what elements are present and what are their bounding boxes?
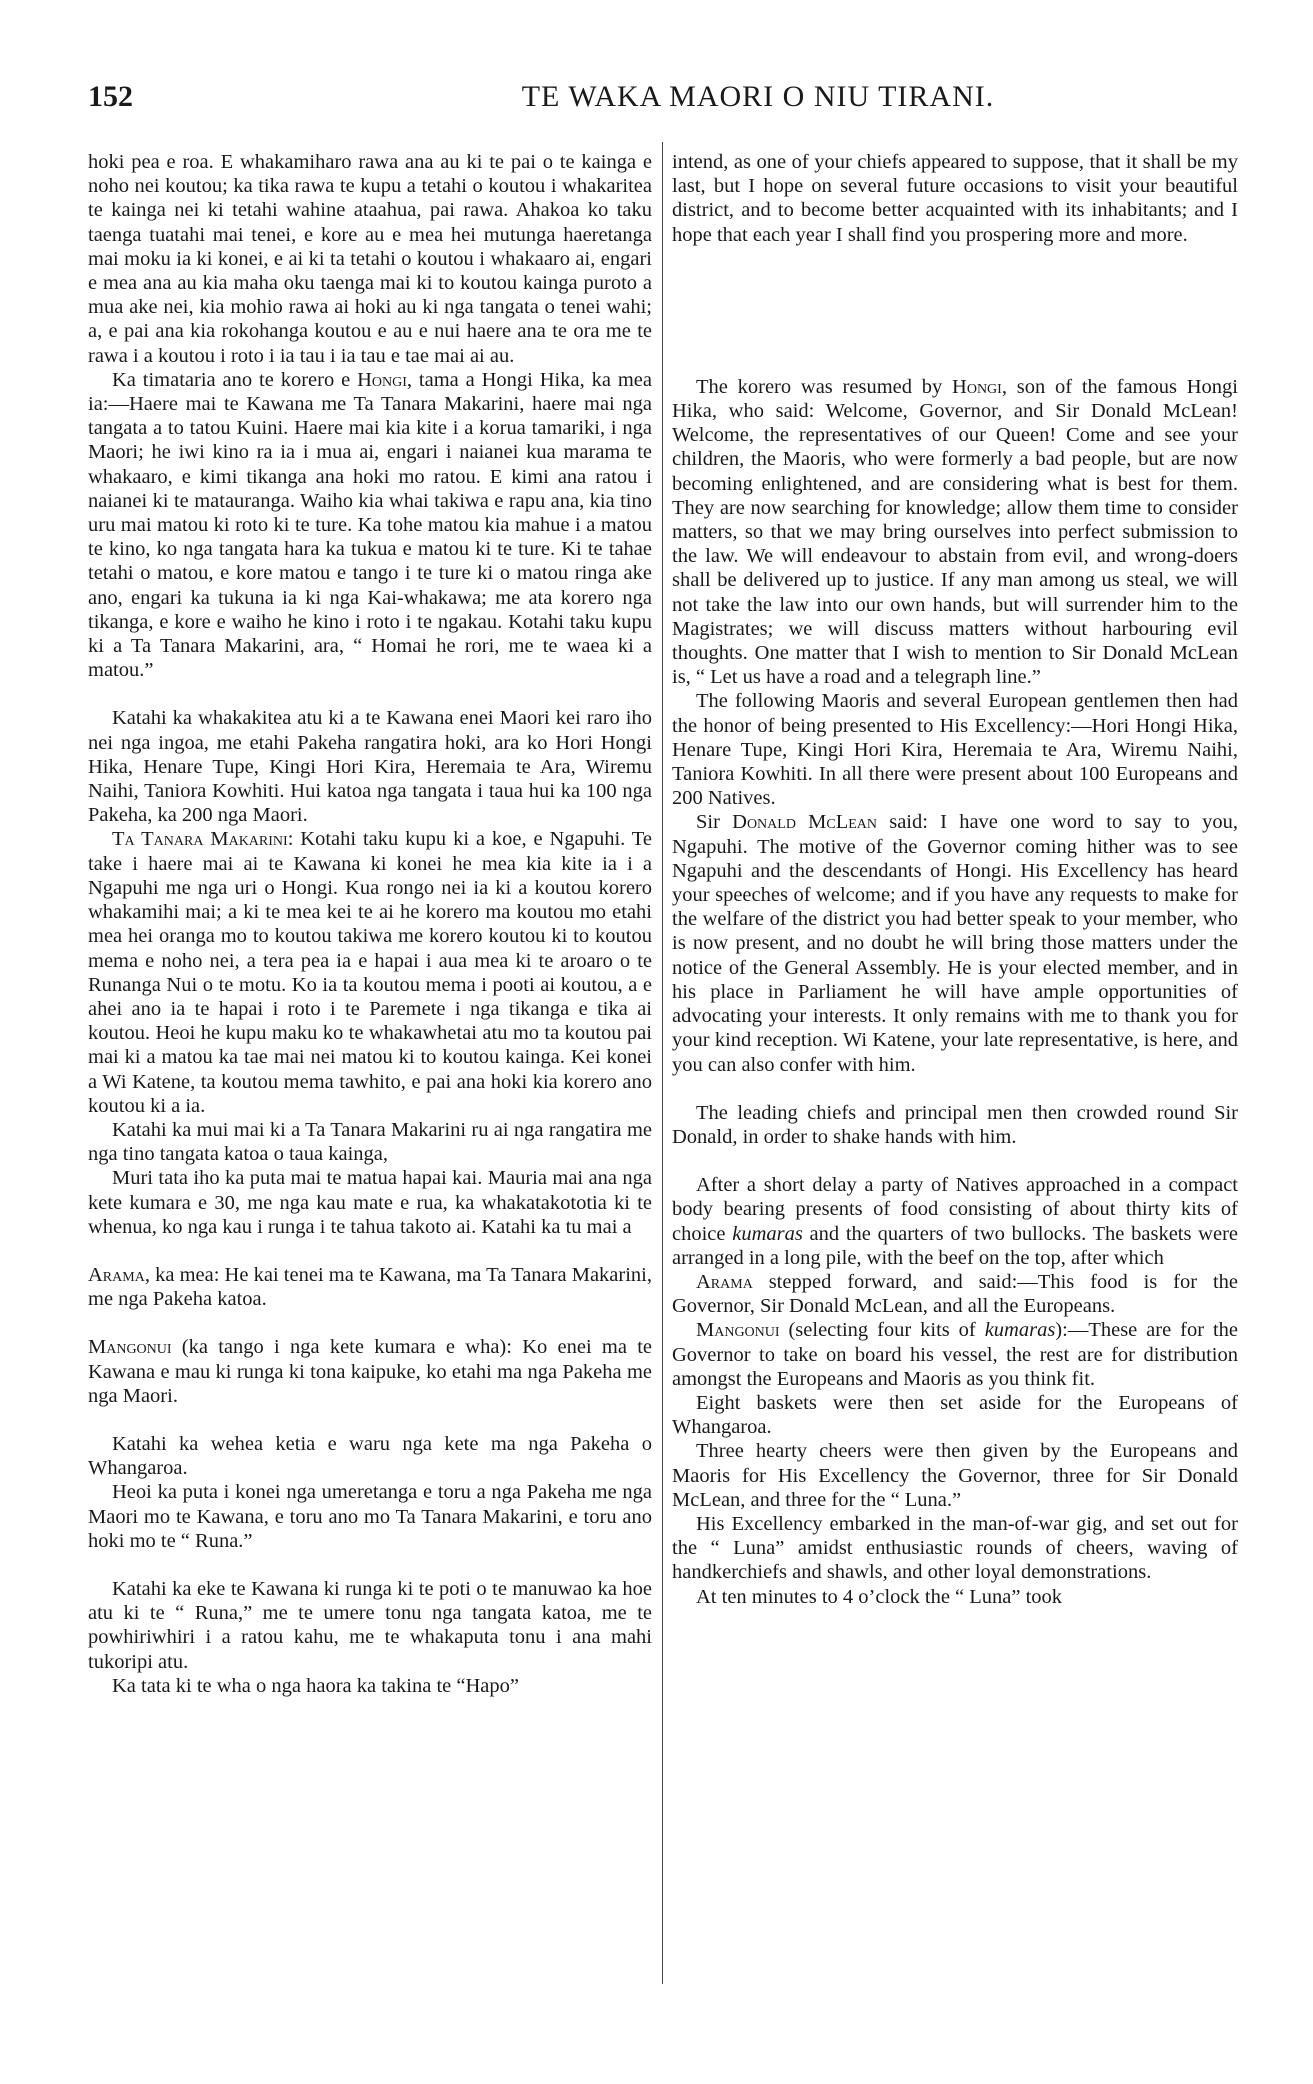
page-number: 152 [88,80,133,113]
paragraph: Katahi ka eke te Kawana ki runga ki te poti o te manuwao ka hoe atu ki te “ Runa,” me te umere tonu nga tangata katoa, me te powhiriwhiri i a ratou kahu, me te whakaputa tonu i ana mahi tukoripi atu. [88,1577,652,1673]
text: , ka mea: He kai tenei ma te Kawana, ma Ta Tanara Makarini, me nga Pakeha katoa. [88,1263,652,1311]
text: and the quarters of two bullocks. The baskets were arranged in a long pile, with the beef on the top, after which [672,1222,1239,1269]
paragraph: Katahi ka whakakitea atu ki a te Kawana enei Maori kei raro iho nei nga ingoa, me etahi Pakeha rangatira hoki, ara ko Hori Hongi Hika, Henare Tupe, Kingi Hori Kira, Heremaia te Ara, Wiremu Naihi, Taniora Kowhiti. Hui katoa nga tangata i taua hui ka 100 nga Pakeha, ka 200 nga Maori. [88,707,652,827]
column-divider [662,142,663,1984]
text: said: I have one word to say to you, Ngapuhi. The motive of the Governor coming hither was to see Ngapuhi and the descendants of Hongi. His Excellency has heard your speeches of welcome; and if you have any requests to make for the welfare of the district you had better speak to your member, who is now present, and no doubt he will bring those matters under the notice of the General Assembly. He is your elected member, and in his place in Parliament he will have ample opportunities of advocating your interests. It only remains with me to thank you for your kind reception. Wi Katene, your late representative, is here, and you can also confer with him. [672,811,1238,1076]
italic-word: kumaras [732,1222,803,1245]
text: The korero was resumed by [696,375,953,398]
paragraph: Eight baskets were then set aside for the Europeans of Whangaroa. [672,1391,1238,1439]
maori-column [88,150,652,1698]
english-column [672,150,1238,1609]
paragraph [672,1270,1238,1318]
speaker-name: Arama [696,1270,753,1293]
paragraph [672,1173,1238,1270]
paragraph: intend, as one of your chiefs appeared to suppose, that it shall be my last, but I hope on several future occasions to visit your beautiful district, and to become better acquainted with its inhabitants; and I hope that each year I shall find you prospering more and more. [672,151,1238,246]
text: , son of the famous Hongi Hika, who said: Welcome, Governor, and Sir Donald McLean! Welcome, the representatives of our Queen! Come and see your children, the Maoris, who were formerly a bad people, but are now becoming enlightened, and are considering what is best for them. They are now searching for knowledge; allow them time to consider matters, so that we may bring ourselves into perfect submission to the law. We will endeavour to abstain from evil, and wrong-doers shall be delivered up to justice. If any man among us steal, we will not take the law into our own hands, but will surrender him to the Magistrates; we will discuss matters without harbouring evil thoughts. One matter that I wish to mention to Sir Donald McLean is, “ Let us have a road and a telegraph line.” [672,375,1238,689]
speaker-name: Hongi [952,375,1002,398]
paragraph [672,375,1238,690]
text: stepped forward, and said:—This food is for the Governor, Sir Donald McLean, and all the Europeans. [672,1270,1238,1318]
paragraph: His Excellency embarked in the man-of-war gig, and set out for the “ Luna” amidst enthusiastic rounds of cheers, waving of handkerchiefs and shawls, and other loyal demonstrations. [672,1512,1238,1584]
paragraph: The leading chiefs and principal men then crowded round Sir Donald, in order to shake hands with him. [672,1101,1238,1148]
text: ):—These are for the Governor to take on board his vessel, the rest are for distribution amongst the Europeans and Maoris as you think fit. [672,1319,1238,1390]
italic-word: kumaras [984,1319,1056,1342]
text: , tama a Hongi Hika, ka mea ia:—Haere mai te Kawana me Ta Tanara Makarini, haere mai nga tangata a to tatou Kuini. Haere mai kia kite i a korua tamariki, i nga Maori; he iwi kino ra ia i mua ai, engari i naianei kua marama te whakaaro, e kimi tikanga ana hoki mo ratou. E kimi ana ratou i naianei ki te matauranga. Waiho kia whai takiwa e rapu ana, kia tino uru mai matou ki roto ki te ture. Ka tohe matou kia mahue i a matou te kino, ko nga tangata hara ka tukua e matou ki te ture. Ki te tahae tetahi o matou, e kore matou e tango i te ture ki o matou ringa ake ano, engari ka tukuna ia ki nga Kai-whakawa; me ata korero nga tikanga, e kore e waiho he kino i roto i te ngakau. Kotahi taku kupu ki a Ta Tanara Makarini, ara, “ Homai he rori, me te waea ki a matou.” [88,368,652,682]
paragraph: Katahi ka mui mai ki a Ta Tanara Makarini ru ai nga rangatira me nga tino tangata katoa o taua kainga, [88,1118,652,1166]
paragraph [672,810,1238,1076]
paragraph: Heoi ka puta i konei nga umeretanga e toru a nga Pakeha me nga Maori mo te Kawana, e toru ano mo Ta Tanara Makarini, e toru ano hoki mo te “ Runa.” [88,1481,652,1552]
paragraph: Muri tata iho ka puta mai te matua hapai kai. Mauria mai ana nga kete kumara e 30, me nga kau mate e rua, ka whakatakototia ki te whenua, ko nga kau i runga i te tahua takoto ai. Katahi ka tu mai a [88,1167,652,1238]
paragraph: At ten minutes to 4 o’clock the “ Luna” took [696,1585,1063,1608]
paragraph [88,1335,652,1408]
paragraph: The following Maoris and several European gentlemen then had the honor of being presented to His Excellency:—Hori Hongi Hika, Henare Tupe, Kingi Hori Kira, Heremaia te Ara, Wiremu Naihi, Taniora Kowhiti. In all there were present about 100 Europeans and 200 Natives. [672,690,1238,810]
paragraph [88,827,652,1117]
running-title: TE WAKA MAORI O NIU TIRANI. [521,80,995,113]
speaker-name: Hongi [357,368,407,391]
text: Sir [696,811,733,834]
text: After a short delay a party of Natives approached in a compact body bearing presents of food consisting of about thirty kits of choice [672,1174,1238,1245]
paragraph: hoki pea e roa. E whakamiharo rawa ana au ki te pai o te kainga e noho nei koutou; ka tika rawa te kupu a tetahi o koutou i whakaritea te kainga nei ki tetahi wahine ataahua, pai rawa. Ahakoa ko taku taenga tuatahi mai tenei, e kore au e mea hei mutunga haeretanga mai moku ia ki konei, e ai ki ta tetahi o koutou i whakaaro ai, engari e mea ana au kia maha oku taenga mai ki to koutou kainga puroto a mua ake nei, kia mohio rawa ai hoki au ki nga tangata o tenei wahi; a, e pai ana kia rokohanga koutou e au e nui haere ana te ora me te rawa i a koutou i roto i ia tau i ia tau e tae mai ai au. [88,151,652,367]
paragraph: Three hearty cheers were then given by the Europeans and Maoris for His Excellency the Governor, three for Sir Donald McLean, and three for the “ Luna.” [672,1440,1238,1511]
page-header [88,80,1238,120]
speaker-name: Mangonui [696,1319,780,1342]
paragraph [672,1318,1238,1391]
speaker-name: Donald McLean [732,811,878,834]
text: : Kotahi taku kupu ki a koe, e Ngapuhi. Te take i haere mai ai te Kawana ki konei he mea kia kite ia i a Ngapuhi me nga uri o Hongi. Kua rongo nei ia ki a koutou korero whakamihi mai; a ki te mea kei te ai he korero ma koutou mo etahi mea hei oranga mo to koutou takiwa me korero koutou ki to koutou mema e noho nei, a tera pea ia e hapai i aua mea ki te aroaro o te Runanga Nui o te motu. Ko ia ta koutou mema i pooti ai koutou, a e ahei ano ia te hapai i roto i te Paremete i nga tikanga e tika ai koutou. Heoi he kupu maku ko te whakawhetai atu mo ta koutou pai mai ki a matou ka tae mai nei matou ki to koutou kainga. Kei konei a Wi Katene, ta koutou mema tawhito, e pai ana hoki kia korero ano koutou ki a ia. [88,828,652,1117]
speaker-name: Mangonui [88,1336,172,1359]
paragraph [88,368,652,683]
speaker-name: Arama [88,1263,145,1286]
speaker-name: Ta Tanara Makarini [112,828,288,851]
text: (ka tango i nga kete kumara e wha): Ko enei ma te Kawana e mau ki runga ki tona kaipuke, ko etahi ma nga Pakeha me nga Maori. [88,1336,652,1407]
paragraph [88,1263,652,1311]
text: (selecting four kits of [779,1319,985,1342]
text: Ka timataria ano te korero e [112,368,358,391]
paragraph: Ka tata ki te wha o nga haora ka takina te “Hapo” [112,1674,519,1697]
paragraph: Katahi ka wehea ketia e waru nga kete ma nga Pakeha o Whangaroa. [88,1432,652,1480]
